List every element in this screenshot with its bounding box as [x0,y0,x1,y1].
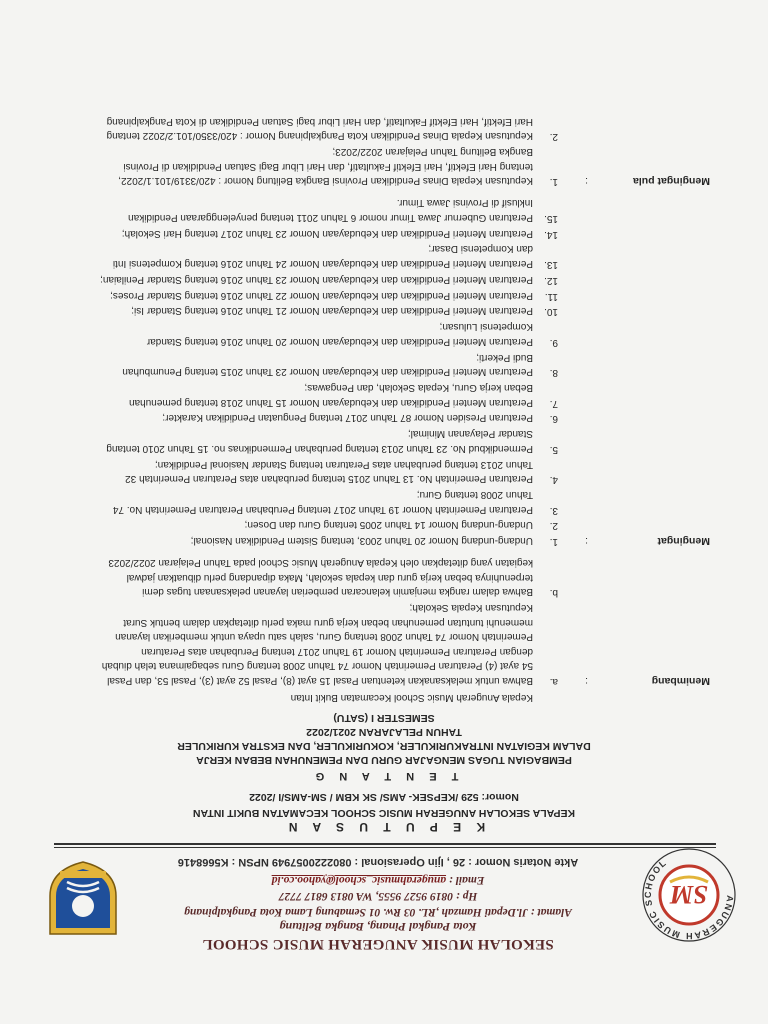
item-marker: 2. [549,131,558,143]
header-divider [54,847,716,848]
item-marker: 11. [544,290,558,302]
section-colon: : [585,675,588,687]
item-marker: 14. [544,228,558,240]
header-divider-thick [54,843,716,845]
mengingat-label: Mengingat [657,535,710,548]
item-text-line: Kompetensi Lulusan; [439,321,533,333]
logo-ring-text: ANUGERAH MUSIC SCHOOL [642,857,736,942]
school-name: SEKOLAH MUSIK ANUGERAH MUSIC SCHOOL [202,936,554,952]
item-text-line: Peraturan Gubernur Jawa Timur nomor 6 Tahun 2011 tentang penyelenggaraan Pendidikan [128,211,533,223]
email-link[interactable]: anugerahmusic_school@yahoo.co.id [271,874,447,886]
item-text-line: Peraturan Pemerintah No. 13 Tahun 2015 tentang perubahan atas Peraturan Pemerintah 32 [125,473,533,485]
decision-title-line: SEMESTER I (SATU) [333,712,435,724]
decision-title-line: DALAM KEGIATAN INTRAKURIKULER, KOKURIKULER, DAN EKSTRA KURIKULER [177,740,591,752]
decision-title-line: TAHUN PELAJARAN 2021/2022 [306,726,462,738]
decision-heading: K E P U T U S A N [282,820,486,834]
section-colon: : [585,535,588,548]
item-marker: 13. [544,259,558,270]
akte-notaris: Akte Notaris Nomor : 26 , Ijin Operasional : 0802220057949 NPSN : K5668416 [177,856,579,868]
item-marker: b. [549,587,558,599]
item-text-line: Tahun 2013 tentang perubahan atas Peraturan tentang Standar Nasional Pendidikan; [154,458,533,470]
city-line: Kota Pangkal Pinang, Bangka Belitung [279,920,477,934]
item-text-line: Undang-undang Nomor 20 Tahun 2003, tentang Sistem Pendidikan Nasional; [190,535,533,547]
school-address: Alamat : Jl.Depati Hamzah ,RL. 03 Rw. 01 Semabung Lama Kota Pangkalpinang [184,906,572,918]
logo-mark: SM [670,880,708,909]
item-text-line: Pemerintah Nomor 74 Tahun 2008 tentang Guru, salah satu upaya untuk memberikan layanan [115,631,533,643]
item-text-line: Keputusan Kepala Dinas Pendidikan Kota Pangkalpinang Nomor : 420/3350/101.2/2022 tentang [106,130,533,142]
item-text-line: Tahun 2008 tentang Guru; [416,489,533,500]
item-text-line: dengan Peraturan Pemerintah Nomor 19 Tahun 2017 tentang Perubahan atas Peraturan [141,645,533,657]
item-text-line: Peraturan Presiden Nomor 87 Tahun 2017 tentang Penguatan Pendidikan Karakter; [162,412,533,424]
item-text-line: Bahwa untuk melaksanakan ketentuan Pasal 15 ayat (8), Pasal 52 ayat (3), Pasal 53, dan Pasal [107,675,533,686]
item-text-line: Permendikbud No. 23 Tahun 2013 tentang perubahan Permendiknas no. 15 Tahun 2010 tentang [106,442,533,454]
item-text-line: Keputusan Kepala Sekolah; [409,602,533,613]
item-text-line: Budi Pekerti; [476,351,533,363]
item-marker: 7. [549,397,558,409]
item-marker: 15. [544,212,558,224]
item-marker: 6. [549,413,558,425]
item-text-line: Standar Pelayanan Minimal; [407,428,533,440]
item-marker: a. [549,676,558,687]
item-marker: 8. [549,367,558,379]
intro-line: Kepala Anugerah Music School Kecamatan Bukit Intan [290,692,533,703]
item-text-line: Peraturan Menteri Pendidikan dan Kebudayaan Nomor 23 Tahun 2015 tentang Penumbuhan [122,366,533,378]
item-text-line: Peraturan Menteri Pendidikan dan Kebudayaan Nomor 24 Tahun 2016 tentang Kompetensi Inti [112,258,533,269]
item-text-line: Bangka Belitung Tahun Pelajaran 2022/2023; [332,146,533,158]
city-emblem-icon [42,858,124,940]
item-text-line: Peraturan Menteri Pendidikan dan Kebudayaan Nomor 15 Tahun 2018 tentang pemenuhan [129,396,533,408]
decision-number: Nomor: 529 /KEPSEK- AMS/ SK KBM / SM-AMS/I /2022 [249,791,519,803]
item-text-line: Peraturan Menteri Pendidikan dan Kebudayaan Nomor 22 Tahun 2016 tentang Standar Proses; [110,289,533,301]
school-logo-icon [640,846,738,944]
school-phone: Hp : 0819 9527 9555, WA 0813 6817 7727 [278,890,478,902]
item-marker: 1. [549,536,558,548]
item-text-line: terpenuhinya beban kerja guru dan kepala sekolah, Maka dipandang perlu dibuatkan jadwal [126,571,533,583]
item-marker: 4. [549,474,558,486]
tentang-heading: T E N T A N G [309,770,459,782]
item-text-line: tentang Hari Efektif, Hari Efektif Fakultatif, dan Hari Libur Bagi Satuan Pendidikan di Provinsi [123,160,533,172]
item-text-line: kegiatan yang ditetapkan oleh Kepala Anugerah Music School pada Tahun Pelajaran 2022/2023 [108,557,533,568]
school-email [128,874,628,886]
decision-title-line: PEMBAGIAN TUGAS MENGAJAR GURU DAN PEMENUHAN BEBAN KERJA [196,754,572,766]
section-colon: : [585,175,588,188]
item-text-line: Inklusif di Provinsi Jawa Timur. [396,197,533,209]
item-text-line: 54 ayat (4) Peraturan Pemerintah Nomor 74 Tahun 2008 tentang Guru sebagaimana telah diubah [101,660,533,672]
item-marker: 2. [549,520,558,532]
item-marker: 9. [549,336,558,348]
item-text-line: Hari Efektif, Hari Efektif Fakultatif, dan Hari Libur bagi Satuan Pendidikan di Kota Pangkalpinang [106,115,533,127]
item-text-line: Peraturan Menteri Pendidikan dan Kebudayaan Nomor 20 Tahun 2016 tentang Standar [146,335,533,347]
item-marker: 3. [549,504,558,516]
item-text-line: memenuhi tuntutan pemenuhan beban kerja guru maka perlu ditetapkan dalam bentuk Surat [123,616,533,628]
item-marker: 5. [549,443,558,455]
item-text-line: Peraturan Menteri Pendidikan dan Kebudayaan Nomor 23 Tahun 2017 tentang Hari Sekolah; [121,227,533,239]
menimbang-label: Menimbang [651,675,710,687]
item-text-line: Beban kerja Guru, Kepala Sekolah, dan Pengawas; [304,382,533,393]
email-label: Email : [448,874,485,886]
item-text-line: Undang-undang Nomor 14 Tahun 2005 tentang Guru dan Dosen; [244,519,533,531]
item-text-line: Peraturan Menteri Pendidikan dan Kebudayaan Nomor 23 Tahun 2016 tentang Standar Penilaian; [100,273,533,285]
item-text-line: Peraturan Menteri Pendidikan dan Kebudayaan Nomor 21 Tahun 2016 tentang Standar Isi; [131,305,533,317]
mengingat-pula-label: Mengingat pula [633,175,710,188]
item-text-line: Peraturan Pemerintah Nomor 19 Tahun 2017 tentang Perubahan Peraturan Pemerintah No. 74 [112,503,533,515]
item-text-line: Keputusan Kepala Dinas Pendidikan Provinsi Bangka Belitung Nomor : 420/3319/101.1/2022, [118,175,533,187]
item-marker: 12. [544,274,558,286]
item-text-line: dan Kompetensi Dasar; [428,243,533,255]
item-marker: 1. [549,176,558,188]
item-text-line: Bahwa dalam rangka menjamin kelancaran pemberian layanan pelaksanaan tugas demi [142,586,533,598]
item-marker: 10. [544,306,558,318]
decision-issuer: KEPALA SEKOLAH ANUGERAH MUSIC SCHOOL KECAMATAN BUKIT INTAN [192,807,576,819]
